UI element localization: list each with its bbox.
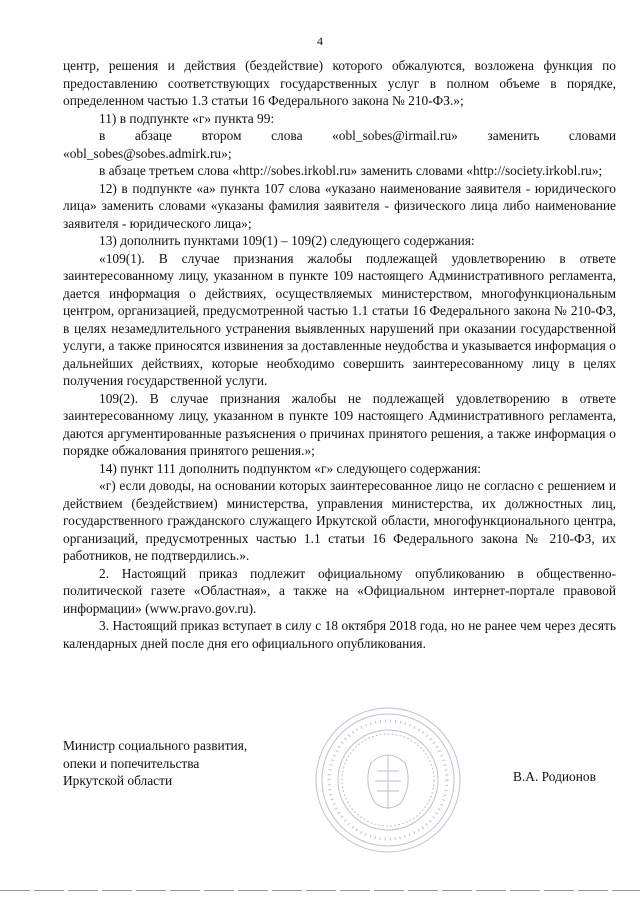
document-body — [63, 57, 616, 652]
page-number: 4 — [317, 34, 323, 48]
signature-name: В.А. Родионов — [513, 769, 596, 784]
paragraph: «109(1). В случае признания жалобы подлежащей удовлетворению в ответе заинтересованному лицу, указанном в пункте 109 настоящего Административного регламента, дается информация о действиях, осуществляемых министерством, многофункциональным центром, организацией, предусмотренной частью 1.1 статьи 16 Федерального закона № 210-ФЗ, в целях незамедлительного устранения выявленных нарушений при оказании государственной услуги, а также приносятся извинения за доставленные неудобства и указывается информация о дальнейших действиях, которые необходимо совершить заинтересованному лицу в целях получения государственной услуги. — [63, 250, 616, 388]
signature-position — [63, 737, 247, 790]
paragraph: в абзаце втором слова «obl_sobes@irmail.ru» заменить словами «obl_sobes@sobes.admirk.ru»; — [63, 128, 616, 161]
signature-position-line: Министр социального развития, — [63, 738, 248, 753]
footer-divider — [0, 890, 640, 891]
paragraph: 109(2). В случае признания жалобы не подлежащей удовлетворению в ответе заинтересованному лицу, указанном в пункте 109 настоящего Административного регламента, даются аргументированные разъяснения о причинах принятого решения, а также информация о порядке обжалования принятого решения.»; — [63, 390, 616, 458]
paragraph: 2. Настоящий приказ подлежит официальному опубликованию в общественно-политической газете «Областная», а также на «Официальном интернет-портале правовой информации» (www.pravo.gov.ru). — [63, 565, 616, 616]
signature-position-line: Иркутской области — [63, 773, 173, 788]
paragraph: 14) пункт 111 дополнить подпунктом «г» следующего содержания: — [99, 460, 481, 476]
official-seal-icon — [313, 705, 463, 855]
paragraph: в абзаце третьем слова «http://sobes.irkobl.ru» заменить словами «http://society.irkobl.ru»; — [99, 163, 603, 178]
paragraph: 12) в подпункте «а» пункта 107 слова «указано наименование заявителя - юридического лица» заменить словами «указаны фамилия заявителя - физического лица либо наименование заявителя - юридического лица»; — [63, 180, 616, 231]
paragraph: 11) в подпункте «г» пункта 99: — [99, 110, 275, 126]
paragraph: 3. Настоящий приказ вступает в силу с 18 октября 2018 года, но не ранее чем через десять календарных дней после дня его официального опубликования. — [63, 618, 616, 651]
paragraph: «г) если доводы, на основании которых заинтересованное лицо не согласно с решением и действием (бездействием) министерства, управления министерства, их должностных лиц, государственного гражданского служащего Иркутской области, многофункционального центра, организаций, предусмотренных частью 1.1 статьи 16 Федерального закона № 210-ФЗ, их работников, не подтвердились.». — [63, 478, 616, 563]
paragraph: 13) дополнить пунктами 109(1) – 109(2) следующего содержания: — [99, 233, 475, 248]
signature-position-line: опеки и попечительства — [63, 755, 200, 771]
paragraph: центр, решения и действия (бездействие) которого обжалуются, возложена функция по предоставлению соответствующих государственных услуг в полном объеме в порядке, определенном частью 1.3 статьи 16 Федерального закона № 210-ФЗ.»; — [63, 58, 616, 108]
